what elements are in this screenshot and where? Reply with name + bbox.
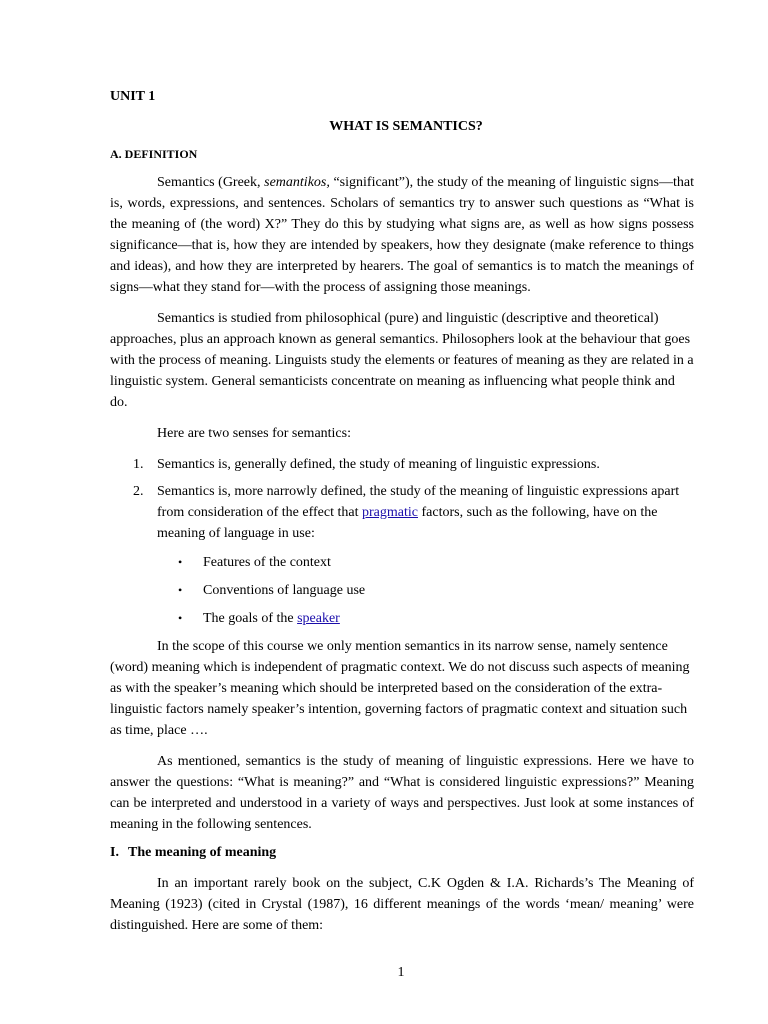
senses-list [110,454,694,544]
bullet-icon: • [178,555,183,569]
paragraph-two-senses-intro: Here are two senses for semantics: [157,426,351,441]
bullet-icon: • [178,583,183,597]
list-item-text: Features of the context [203,555,331,570]
unit-label: UNIT 1 [110,89,156,104]
paragraph-ogden-richards: In an important rarely book on the subject, C.K Ogden & I.A. Richards’s The Meaning of Meaning (1923) (cited in Crystal (1987), 16 different meanings of the words ‘mean/ meaning’ were distinguished. Here are some of them: [110,876,694,933]
page-number: 1 [397,965,405,980]
paragraph-approaches: Semantics is studied from philosophical (pure) and linguistic (descriptive and theoretical) approaches, plus an approach known as general semantics. Philosophers look at the behaviour that goes with the process of meaning. Linguists study the elements or features of meaning as they are related in a linguistic system. General semanticists concentrate on meaning as influencing what people think and do. [110,311,694,410]
list-item-text: Semantics is, generally defined, the study of meaning of linguistic expressions. [157,457,600,472]
list-number: 2. [133,484,144,499]
list-item [110,552,694,580]
list-number: 1. [133,457,144,472]
list-item [110,481,694,544]
pragmatic-link[interactable]: pragmatic [362,505,418,520]
pragmatic-factors-list [110,552,694,636]
paragraph-scope: In the scope of this course we only mention semantics in its narrow sense, namely sentence (word) meaning which is independent of pragmatic context. We do not discuss such aspects of meaning as with the speaker’s meaning which should be interpreted based on the consideration of the extra-linguistic factors namely speaker’s intention, governing factors of pragmatic context and situation such as time, place …. [110,639,690,738]
paragraph-as-mentioned: As mentioned, semantics is the study of meaning of linguistic expressions. Here we have to answer the questions: “What is meaning?” and “What is considered linguistic expressions?” Meaning can be interpreted and understood in a variety of ways and perspectives. Just look at some instances of meaning in the following sentences. [110,754,694,832]
list-item [110,580,694,608]
list-item [110,608,694,636]
section-heading-definition: A. DEFINITION [110,147,198,161]
list-item [110,454,694,475]
paragraph-definition: Semantics (Greek, semantikos, “significant”), the study of the meaning of linguistic signs—that is, words, expressions, and sentences. Scholars of semantics try to answer such questions as “What is the meaning of (the word) X?” They do this by studying what signs are, as well as how signs possess significance—that is, how they are intended by speakers, how they designate (make reference to things and ideas), and how they are interpreted by hearers. The goal of semantics is to match the meanings of signs—what they stand for—with the process of assigning those meanings. [110,175,694,295]
list-item-text: Conventions of language use [203,583,366,598]
list-item-text: The goals of the speaker [203,611,340,626]
body-text [110,172,694,936]
speaker-link[interactable]: speaker [297,611,340,626]
bullet-icon: • [178,611,183,625]
list-item-text: Semantics is, more narrowly defined, the study of the meaning of linguistic expressions apart from consideration of the effect that pragmatic factors, such as the following, have on the meaning of language in use: [157,484,680,541]
page-title: WHAT IS SEMANTICS? [329,119,483,134]
section-heading-meaning-of-meaning: I. The meaning of meaning [110,845,277,860]
